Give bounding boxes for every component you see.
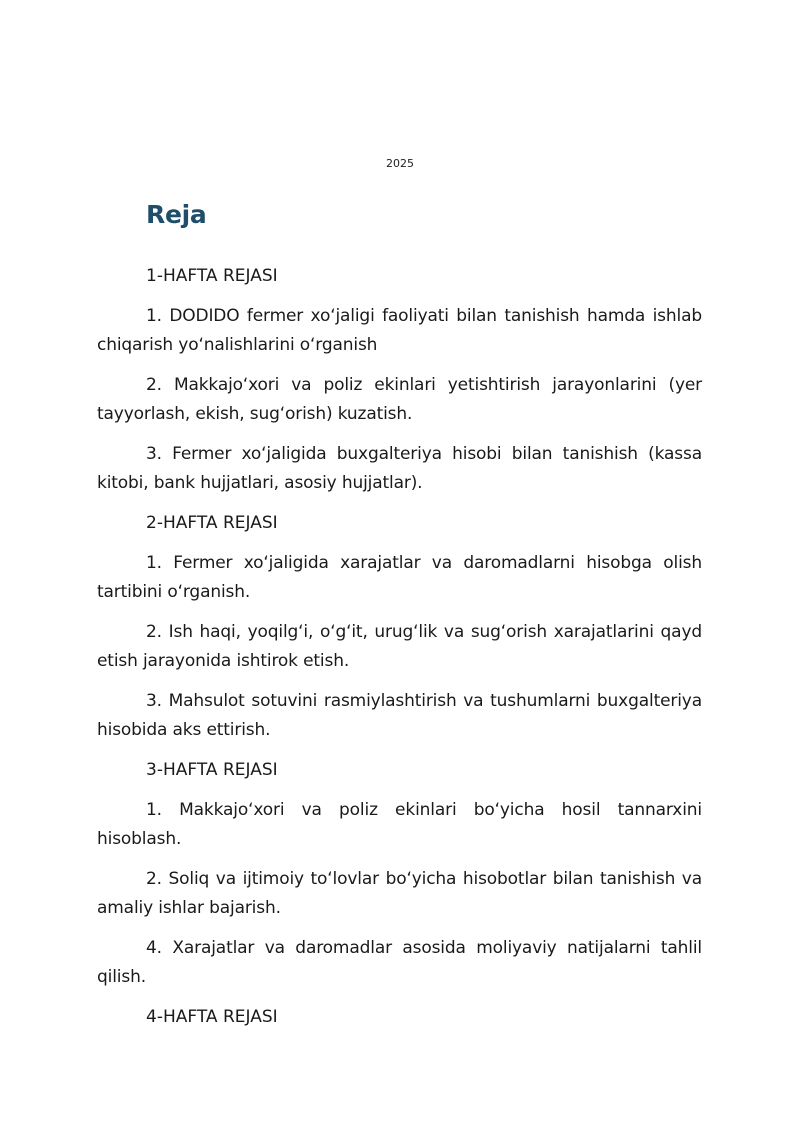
week-heading: 3-HAFTA REJASI [146,760,278,780]
plan-item: 4. Xarajatlar va daromadlar asosida moliyaviy natijalarni tahlil qilish. [97,938,702,987]
page-header-year: 2025 [386,157,414,170]
plan-item: 2. Soliq va ijtimoiy to‘lovlar bo‘yicha hisobotlar bilan tanishish va amaliy ishlar bajarish. [97,869,702,918]
week-heading: 4-HAFTA REJASI [146,1007,278,1027]
plan-content [97,262,702,1043]
plan-item: 1. Makkajo‘xori va poliz ekinlari bo‘yicha hosil tannarxini hisoblash. [97,800,702,849]
plan-item: 3. Mahsulot sotuvini rasmiylashtirish va tushumlarni buxgalteriya hisobida aks ettirish. [97,691,702,740]
week-heading: 2-HAFTA REJASI [146,513,278,533]
plan-item: 2. Makkajo‘xori va poliz ekinlari yetishtirish jarayonlarini (yer tayyorlash, ekish, sug‘orish) kuzatish. [97,375,702,424]
page-title: Reja [146,200,207,229]
plan-item: 2. Ish haqi, yoqilg‘i, o‘g‘it, urug‘lik va sug‘orish xarajatlarini qayd etish jarayonida ishtirok etish. [97,622,702,671]
plan-item: 1. DODIDO fermer xo‘jaligi faoliyati bilan tanishish hamda ishlab chiqarish yo‘nalishlarini o‘rganish [97,306,702,355]
plan-item: 3. Fermer xo‘jaligida buxgalteriya hisobi bilan tanishish (kassa kitobi, bank hujjatlari, asosiy hujjatlar). [97,444,702,493]
week-heading: 1-HAFTA REJASI [146,266,278,286]
plan-item: 1. Fermer xo‘jaligida xarajatlar va daromadlarni hisobga olish tartibini o‘rganish. [97,553,702,602]
